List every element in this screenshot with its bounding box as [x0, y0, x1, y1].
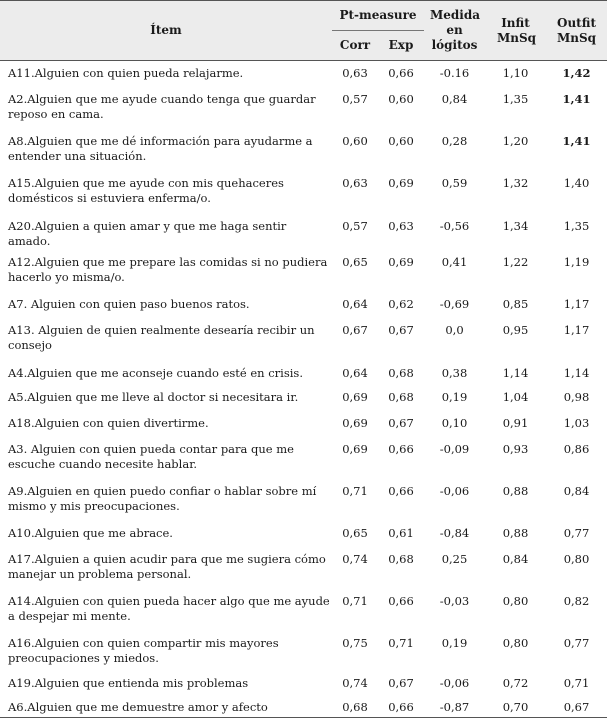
infit-cell: 0,80	[502, 635, 529, 650]
table-row	[0, 673, 607, 697]
corr-cell: 0,75	[342, 635, 368, 650]
header-item: Ítem	[0, 1, 332, 61]
exp-cell: 0,71	[388, 635, 414, 650]
exp-cell: 0,60	[388, 133, 414, 148]
corr-cell: 0,74	[342, 675, 368, 690]
table-row	[0, 697, 607, 718]
medida-cell: -0,06	[439, 675, 470, 690]
outfit-cell: 1,14	[563, 365, 590, 380]
corr-cell: 0,69	[342, 389, 368, 404]
table-row	[0, 589, 607, 631]
outfit-cell: 1,42	[562, 66, 591, 80]
corr-cell: 0,65	[342, 254, 368, 269]
item-cell: A14.Alguien con quien pueda hacer algo que me ayude a despejar mi mente.	[8, 593, 330, 623]
header-exp: Exp	[378, 31, 424, 61]
item-cell: A10.Alguien que me abrace.	[8, 525, 173, 540]
infit-cell: 0,80	[502, 593, 529, 608]
infit-cell: 0,93	[502, 441, 529, 456]
medida-cell: 0,41	[441, 254, 468, 269]
header-corr: Corr	[332, 31, 378, 61]
corr-cell: 0,71	[342, 593, 368, 608]
medida-cell: -0,56	[439, 218, 470, 233]
item-cell: A2.Alguien que me ayude cuando tenga que guardar reposo en cama.	[8, 91, 316, 121]
medida-cell: 0,25	[441, 551, 468, 566]
outfit-cell: 0,84	[563, 483, 590, 498]
infit-cell: 1,35	[502, 91, 529, 106]
medida-cell: -0,09	[439, 441, 470, 456]
item-cell: A16.Alguien con quien compartir mis mayores preocupaciones y miedos.	[8, 635, 279, 665]
medida-cell: 0,19	[441, 389, 468, 404]
item-cell: A13. Alguien de quien realmente desearía recibir un consejo	[8, 322, 315, 352]
header-infit: Infit MnSq	[485, 1, 546, 61]
medida-cell: -0,69	[439, 296, 470, 311]
infit-cell: 0,70	[485, 697, 546, 718]
infit-cell: 0,85	[502, 296, 529, 311]
medida-cell: -0.16	[439, 66, 470, 80]
infit-cell: 0,91	[502, 415, 529, 430]
table-body	[0, 61, 607, 718]
table-row	[0, 387, 607, 411]
table-row	[0, 479, 607, 521]
exp-cell: 0,63	[388, 218, 414, 233]
corr-cell: 0,65	[342, 525, 368, 540]
item-cell: A19.Alguien que entienda mis problemas	[8, 675, 249, 690]
medida-cell: 0,59	[441, 175, 468, 190]
table-row	[0, 292, 607, 318]
outfit-cell: 1,17	[563, 322, 590, 337]
infit-cell: 0,84	[502, 551, 529, 566]
item-cell: A18.Alguien con quien divertirme.	[8, 415, 209, 430]
exp-cell: 0,66	[388, 441, 414, 456]
outfit-cell: 0,71	[563, 675, 590, 690]
outfit-cell: 1,17	[563, 296, 590, 311]
item-cell: A15.Alguien que me ayude con mis quehaceres domésticos si estuviera enferma/o.	[8, 175, 284, 205]
exp-cell: 0,66	[378, 697, 424, 718]
corr-cell: 0,67	[342, 322, 368, 337]
corr-cell: 0,64	[342, 296, 368, 311]
corr-cell: 0,60	[342, 133, 368, 148]
medida-cell: 0,38	[441, 365, 468, 380]
outfit-cell: 0,98	[563, 389, 590, 404]
medida-cell: 0,19	[441, 635, 468, 650]
table-row	[0, 214, 607, 250]
infit-cell: 1,20	[502, 133, 529, 148]
table-row	[0, 87, 607, 129]
corr-cell: 0,69	[342, 441, 368, 456]
corr-cell: 0,63	[342, 66, 368, 80]
infit-cell: 0,88	[502, 483, 529, 498]
exp-cell: 0,67	[388, 322, 414, 337]
table-row	[0, 631, 607, 673]
item-cell: A20.Alguien a quien amar y que me haga sentir amado.	[8, 218, 287, 248]
exp-cell: 0,69	[388, 175, 414, 190]
table-row	[0, 171, 607, 214]
medida-cell: 0,10	[441, 415, 468, 430]
item-cell: A4.Alguien que me aconseje cuando esté en crisis.	[8, 365, 303, 380]
outfit-cell: 0,67	[546, 697, 607, 718]
item-cell: A17.Alguien a quien acudir para que me sugiera cómo manejar un problema personal.	[8, 551, 326, 581]
corr-cell: 0,63	[342, 175, 368, 190]
infit-cell: 0,95	[502, 322, 529, 337]
corr-cell: 0,64	[342, 365, 368, 380]
exp-cell: 0,69	[388, 254, 414, 269]
outfit-cell: 0,80	[563, 551, 590, 566]
exp-cell: 0,62	[388, 296, 414, 311]
outfit-cell: 0,86	[563, 441, 590, 456]
table-row	[0, 61, 607, 87]
infit-cell: 0,88	[502, 525, 529, 540]
outfit-cell: 0,77	[563, 525, 590, 540]
exp-cell: 0,67	[388, 675, 414, 690]
exp-cell: 0,68	[388, 389, 414, 404]
outfit-cell: 1,41	[562, 133, 591, 148]
item-cell: A7. Alguien con quien paso buenos ratos.	[8, 296, 250, 311]
medida-cell: 0,84	[441, 91, 468, 106]
exp-cell: 0,68	[388, 551, 414, 566]
medida-cell: 0,0	[445, 322, 464, 337]
exp-cell: 0,66	[388, 593, 414, 608]
corr-cell: 0,69	[342, 415, 368, 430]
exp-cell: 0,66	[388, 66, 414, 80]
table-row	[0, 318, 607, 361]
corr-cell: 0,57	[342, 91, 368, 106]
exp-cell: 0,66	[388, 483, 414, 498]
table-row	[0, 437, 607, 479]
header-pt-measure: Pt-measure	[332, 1, 424, 31]
corr-cell: 0,74	[342, 551, 368, 566]
outfit-cell: 0,77	[563, 635, 590, 650]
exp-cell: 0,60	[388, 91, 414, 106]
infit-cell: 1,34	[502, 218, 529, 233]
item-cell: A6.Alguien que me demuestre amor y afecto	[0, 697, 332, 718]
corr-cell: 0,71	[342, 483, 368, 498]
outfit-cell: 1,40	[563, 175, 590, 190]
header-outfit: Outfit MnSq	[546, 1, 607, 61]
item-cell: A3. Alguien con quien pueda contar para que me escuche cuando necesite hablar.	[8, 441, 294, 471]
table-row	[0, 361, 607, 387]
exp-cell: 0,61	[388, 525, 414, 540]
outfit-cell: 1,35	[563, 218, 590, 233]
medida-cell: -0,84	[439, 525, 470, 540]
table-row	[0, 547, 607, 589]
table-row	[0, 411, 607, 437]
item-cell: A8.Alguien que me dé información para ayudarme a entender una situación.	[8, 133, 313, 163]
infit-cell: 1,32	[502, 175, 529, 190]
item-cell: A12.Alguien que me prepare las comidas si no pudiera hacerlo yo misma/o.	[8, 254, 328, 284]
medida-cell: 0,28	[441, 133, 468, 148]
exp-cell: 0,68	[388, 365, 414, 380]
infit-cell: 1,04	[502, 389, 529, 404]
medida-cell: -0,87	[424, 697, 485, 718]
item-cell: A11.Alguien con quien pueda relajarme.	[8, 66, 244, 80]
outfit-cell: 1,41	[562, 91, 591, 106]
header-medida: Medida en lógitos	[424, 1, 485, 61]
corr-cell: 0,68	[332, 697, 378, 718]
exp-cell: 0,67	[388, 415, 414, 430]
infit-cell: 1,14	[502, 365, 529, 380]
item-cell: A5.Alguien que me lleve al doctor si necesitara ir.	[8, 389, 299, 404]
outfit-cell: 1,03	[563, 415, 590, 430]
medida-cell: -0,06	[439, 483, 470, 498]
table-row	[0, 521, 607, 547]
table-row	[0, 250, 607, 292]
outfit-cell: 0,82	[563, 593, 590, 608]
outfit-cell: 1,19	[563, 254, 590, 269]
corr-cell: 0,57	[342, 218, 368, 233]
item-cell: A9.Alguien en quien puedo confiar o hablar sobre mí mismo y mis preocupaciones.	[8, 483, 317, 513]
medida-cell: -0,03	[439, 593, 470, 608]
infit-cell: 1,10	[502, 66, 529, 80]
table-row	[0, 129, 607, 171]
infit-cell: 1,22	[502, 254, 529, 269]
infit-cell: 0,72	[502, 675, 529, 690]
